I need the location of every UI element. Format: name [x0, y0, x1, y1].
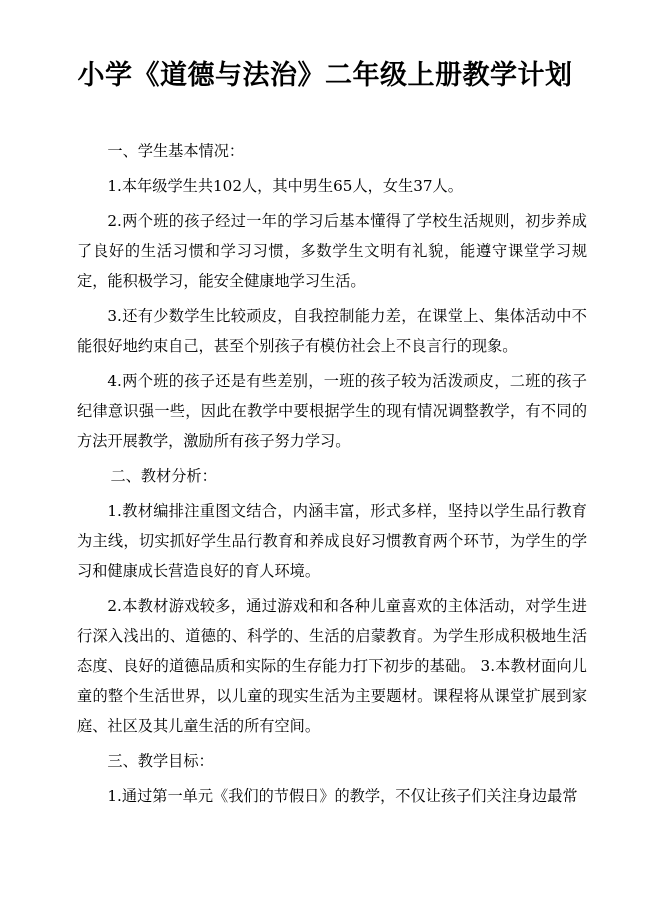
paragraph: 4.两个班的孩子还是有些差别，一班的孩子较为活泼顽皮，二班的孩子纪律意识强一些，因此在教学中要根据学生的现有情况调整教学，有不同的方法开展教学，激励所有孩子努力学习。: [77, 372, 587, 450]
paragraph: 1.教材编排注重图文结合，内涵丰富，形式多样，坚持以学生品行教育为主线，切实抓好学生品行教育和养成良好习惯教育两个环节，为学生的学习和健康成长营造良好的育人环境。: [77, 502, 587, 580]
document-body: [77, 136, 587, 816]
paragraph: 2.两个班的孩子经过一年的学习后基本懂得了学校生活规则，初步养成了良好的生活习惯和学习习惯，多数学生文明有礼貌，能遵守课堂学习规定，能积极学习，能安全健康地学习生活。: [77, 212, 587, 290]
paragraph: 1.通过第一单元《我们的节假日》的教学，不仅让孩子们关注身边最常: [107, 787, 578, 805]
section-heading-student-situation: 一、学生基本情况：: [107, 142, 245, 160]
paragraph: 1.本年级学生共102人，其中男生65人，女生37人。: [107, 177, 463, 195]
paragraph: 2.本教材游戏较多，通过游戏和和各种儿童喜欢的主体活动，对学生进行深入浅出的、道德的、科学的、生活的启蒙教育。为学生形成积极地生活态度、良好的道德品质和实际的生存能力打下初步的基础。 3.本教材面向儿童的整个生活世界，以儿童的现实生活为主要题材。课程将从课堂扩展到家庭、社区及其儿童生活的所有空间。: [77, 597, 587, 735]
paragraph: 3.还有少数学生比较顽皮，自我控制能力差，在课堂上、集体活动中不能很好地约束自己，甚至个别孩子有模仿社会上不良言行的现象。: [77, 307, 587, 355]
document-title: 小学《道德与法治》二年级上册教学计划: [77, 60, 573, 91]
section-heading-teaching-goals: 三、教学目标：: [107, 752, 214, 770]
section-heading-textbook-analysis: 二、教材分析：: [110, 467, 217, 485]
